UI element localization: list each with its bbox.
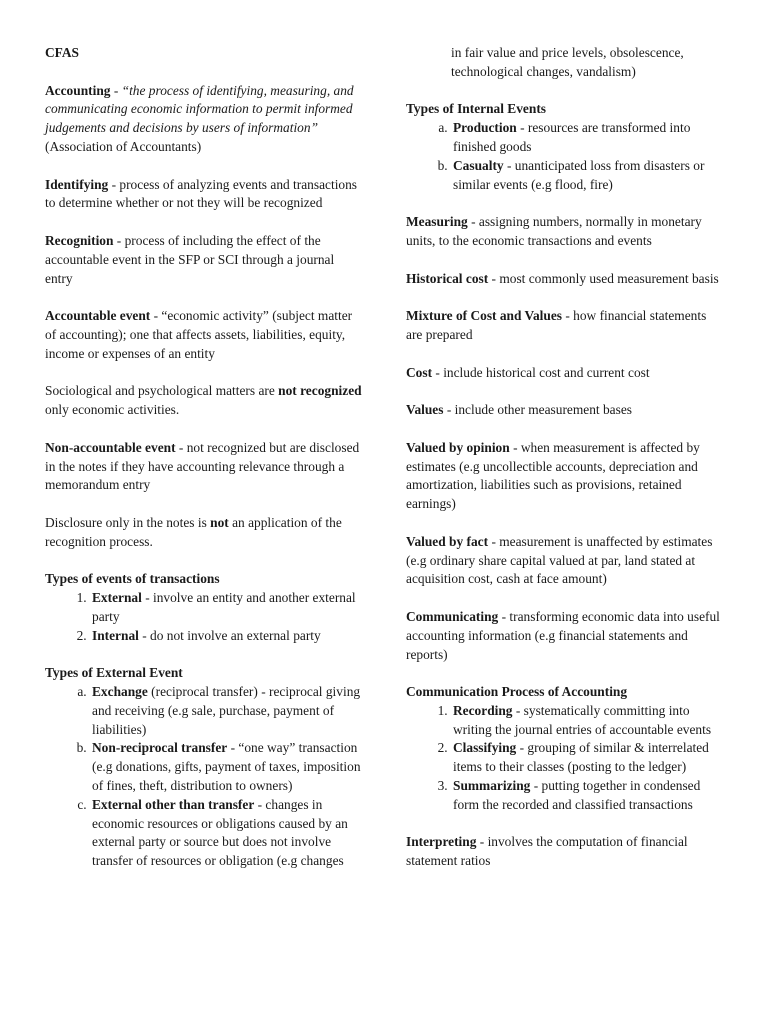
definition-historical-cost: Historical cost - most commonly used measurement basis: [406, 270, 719, 286]
list-item: a. Production - resources are transformed into finished goods: [451, 119, 724, 157]
definition-interpreting: Interpreting - involves the computation of financial statement ratios: [406, 834, 688, 869]
list-types-of-external-event: [45, 683, 363, 871]
list-types-of-events: [45, 589, 363, 645]
list-item: 1. Recording - systematically committing into writing the journal entries of accountable events: [451, 702, 724, 740]
definition-values: Values - include other measurement bases: [406, 402, 632, 418]
list-item: b. Non-reciprocal transfer - “one way” transaction (e.g donations, gifts, payment of taxes, imposition of fines, theft, distribution to owners): [90, 739, 363, 795]
definition-measuring: Measuring - assigning numbers, normally in monetary units, to the economic transactions and events: [406, 214, 702, 248]
definition-non-accountable-event: Non-accountable event - not recognized but are disclosed in the notes if they have accounting relevance through a memorandum entry: [45, 439, 360, 493]
list-item: 2. Classifying - grouping of similar & interrelated items to their classes (posting to the ledger): [451, 739, 724, 777]
heading-types-of-internal-events: Types of Internal Events: [406, 101, 546, 117]
accounting-source: (Association of Accountants): [45, 138, 202, 154]
heading-types-of-events: Types of events of transactions: [45, 571, 220, 587]
list-item: 1. External - involve an entity and another external party: [90, 589, 363, 627]
heading-types-of-external-event: Types of External Event: [45, 665, 183, 681]
accounting-quote: “the process of identifying, measuring, and communicating economic information to permit informed judgements and decisions by users of information”: [45, 82, 354, 136]
left-column: [45, 44, 363, 890]
definition-accounting: Accounting - “the process of identifying, measuring, and communicating economic information to permit informed judgements and decisions by users of information” (Association of Accountants): [45, 82, 354, 154]
definition-valued-by-fact: Valued by fact - measurement is unaffected by estimates (e.g ordinary share capital valued at par, land stated at acquisition cost, cash at face amount): [406, 533, 713, 587]
definition-communicating: Communicating - transforming economic data into useful accounting information (e.g financial statements and reports): [406, 608, 720, 662]
heading-communication-process: Communication Process of Accounting: [406, 684, 628, 700]
list-item: b. Casualty - unanticipated loss from disasters or similar events (e.g flood, fire): [451, 157, 724, 195]
list-continuation: in fair value and price levels, obsolescence, technological changes, vandalism): [451, 45, 684, 79]
note-disclosure: Disclosure only in the notes is not an application of the recognition process.: [45, 514, 342, 549]
definition-recognition: Recognition - process of including the effect of the accountable event in the SFP or SCI through a journal entry: [45, 232, 335, 286]
term-accounting: Accounting: [45, 82, 111, 98]
note-sociological: Sociological and psychological matters are not recognized only economic activities.: [45, 383, 362, 418]
right-column: [406, 44, 724, 890]
list-item: 3. Summarizing - putting together in condensed form the recorded and classified transactions: [451, 777, 724, 815]
definition-mixture: Mixture of Cost and Values - how financial statements are prepared: [406, 308, 707, 342]
list-types-of-internal-events: [406, 119, 724, 194]
definition-identifying: Identifying - process of analyzing events and transactions to determine whether or not they will be recognized: [45, 176, 358, 211]
definition-accountable-event: Accountable event - “economic activity” (subject matter of accounting); one that affects assets, liabilities, equity, income or expenses of an entity: [45, 308, 353, 361]
list-item: c. External other than transfer - changes in economic resources or obligations caused by an external party or source but does not involve transfer of resources or obligation (e.g changes: [90, 796, 363, 871]
list-communication-process: [406, 702, 724, 815]
document-title: CFAS: [45, 45, 79, 60]
list-item: a. Exchange (reciprocal transfer) - reciprocal giving and receiving (e.g sale, purchase, payment of liabilities): [90, 683, 363, 739]
definition-valued-by-opinion: Valued by opinion - when measurement is affected by estimates (e.g uncollectible accounts, depreciation and amortization, liabilities such as provisions, retained earnings): [406, 439, 700, 512]
list-item: 2. Internal - do not involve an external party: [90, 627, 363, 646]
definition-cost: Cost - include historical cost and current cost: [406, 364, 650, 380]
